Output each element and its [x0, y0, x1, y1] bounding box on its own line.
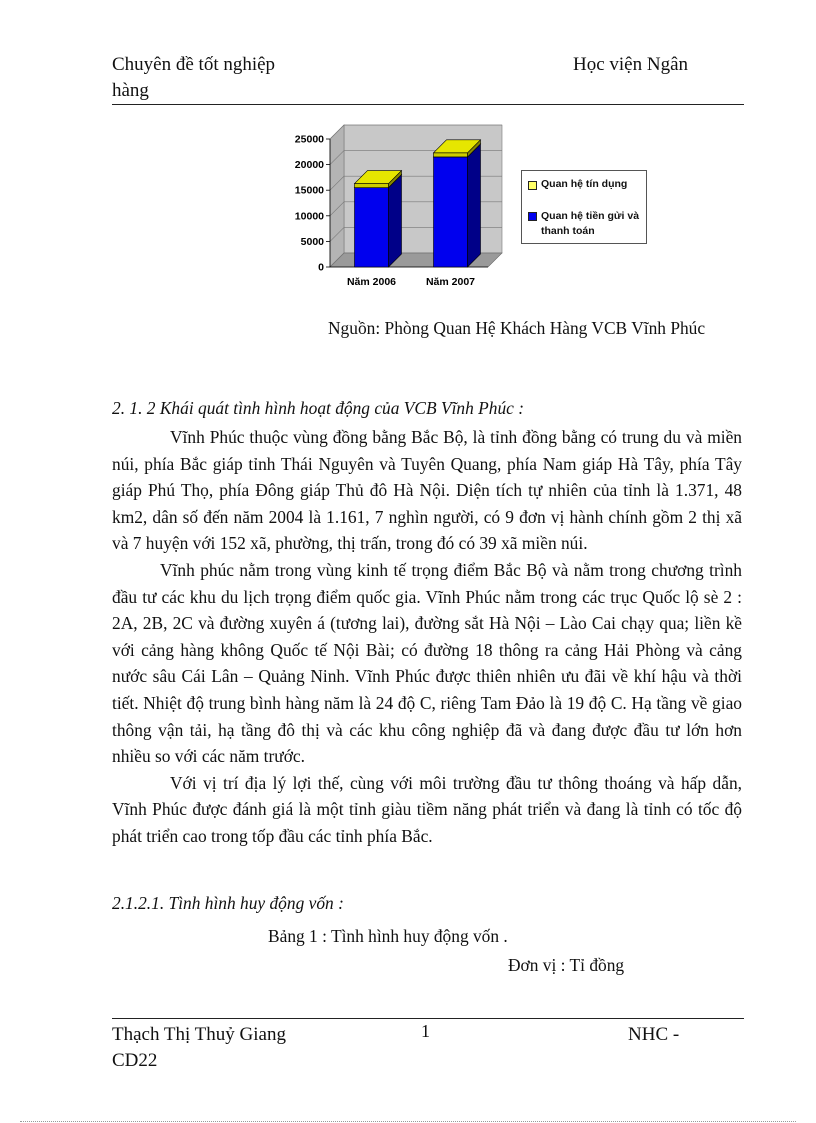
paragraph-2: Vĩnh phúc nằm trong vùng kinh tế trọng điểm Bắc Bộ và nằm trong chương trình đầu tư các khu du lịch trọng điểm quốc gia. Vĩnh Phúc nằm trong các trục Quốc lộ sè 2 : 2A, 2B, 2C và đường xuyên á (tương lai), đường sắt Hà Nội – Lào Cai chạy qua; liền kề với cảng hàng không Quốc tế Nội Bài; có đường 18 thông ra cảng Hải Phòng và cảng nước sâu Cái Lân – Quảng Ninh. Vĩnh Phúc được thiên nhiên ưu đãi về khí hậu và thời tiết. Nhiệt độ trung bình hàng năm là 24 độ C, riêng Tam Đảo là 19 độ C. Hạ tầng về giao thông vận tải, hạ tầng đô thị và các khu công nghiệp đã và đang được đầu tư lớn hơn nhiều so với các năm trước.: [112, 559, 742, 767]
chart-bar-side: [389, 175, 402, 267]
chart-bar-front: [355, 184, 389, 188]
chart-side-wall: [330, 125, 344, 267]
legend-swatch-yellow: [528, 181, 537, 190]
chart-y-tick-label: 20000: [294, 159, 324, 172]
footer-rule: [112, 1018, 744, 1019]
legend-swatch-blue: [528, 212, 537, 221]
page-number: 1: [421, 1021, 430, 1041]
header-left-line1: Chuyên đề tốt nghiệp: [112, 54, 276, 75]
chart-x-tick-label: Năm 2007: [425, 276, 476, 288]
chart-bar-front: [355, 188, 389, 267]
header-left-line2: hàng: [112, 80, 149, 101]
footer-right: NHC -: [628, 1024, 680, 1045]
paragraph-3: Với vị trí địa lý lợi thế, cùng với môi trường đầu tư thông thoáng và hấp dẫn, Vĩnh Phúc được đánh giá là một tỉnh giàu tiềm năng phát triển và đang là tỉnh có tốc độ phát triển cao trong tốp đầu các tỉnh phía Bắc.: [112, 772, 742, 846]
chart-y-tick-label: 0: [318, 261, 324, 274]
chart-y-tick-label: 25000: [294, 133, 324, 146]
subsection-heading: 2.1.2.1. Tình hình huy động vốn :: [112, 893, 344, 913]
chart-bar-front: [434, 153, 468, 157]
footer-author: Thạch Thị Thuỷ Giang: [112, 1024, 286, 1045]
paragraph-1: Vĩnh Phúc thuộc vùng đồng bằng Bắc Bộ, là tỉnh đồng bằng có trung du và miền núi, phía Bắc giáp tỉnh Thái Nguyên và Tuyên Quang, phía Nam giáp Hà Tây, phía Tây giáp Phú Thọ, phía Đông giáp Thủ đô Hà Nội. Diện tích tự nhiên của tỉnh là 1.371, 48 km2, dân số đến năm 2004 là 1.161, 7 nghìn người, có 9 đơn vị hành chính gồm 2 thị xã và 7 huyện với 152 xã, phường, thị trấn, trong đó có 39 xã miền núi.: [112, 427, 742, 554]
chart-x-tick-label: Năm 2006: [346, 276, 397, 288]
chart-bar-side: [468, 144, 481, 267]
bar-chart: [280, 118, 520, 298]
table-caption: Bảng 1 : Tình hình huy động vốn .: [268, 926, 508, 946]
unit-note: Đơn vị : Tỉ đồng: [508, 955, 625, 975]
chart-y-tick-label: 15000: [294, 184, 324, 197]
body-text: [112, 424, 742, 850]
header-right: Học viện Ngân: [573, 54, 689, 75]
chart-source-note: Nguồn: Phòng Quan Hệ Khách Hàng VCB Vĩnh Phúc: [328, 318, 706, 338]
chart-y-tick-label: 10000: [294, 210, 324, 223]
legend-item-credit: [528, 178, 627, 190]
footer-class: CD22: [112, 1050, 158, 1071]
chart-legend: [521, 170, 647, 244]
header-rule: [112, 104, 744, 105]
legend-item-deposit: [528, 209, 642, 239]
section-heading: 2. 1. 2 Khái quát tình hình hoạt động của VCB Vĩnh Phúc :: [112, 398, 525, 418]
page-bottom-dotted-line: [20, 1121, 796, 1122]
chart-y-tick-label: 5000: [300, 235, 324, 248]
legend-label-credit: Quan hệ tín dụng: [541, 178, 628, 190]
legend-label-deposit: Quan hệ tiền gửi và thanh toán: [541, 210, 640, 237]
chart-bar-front: [434, 157, 468, 267]
